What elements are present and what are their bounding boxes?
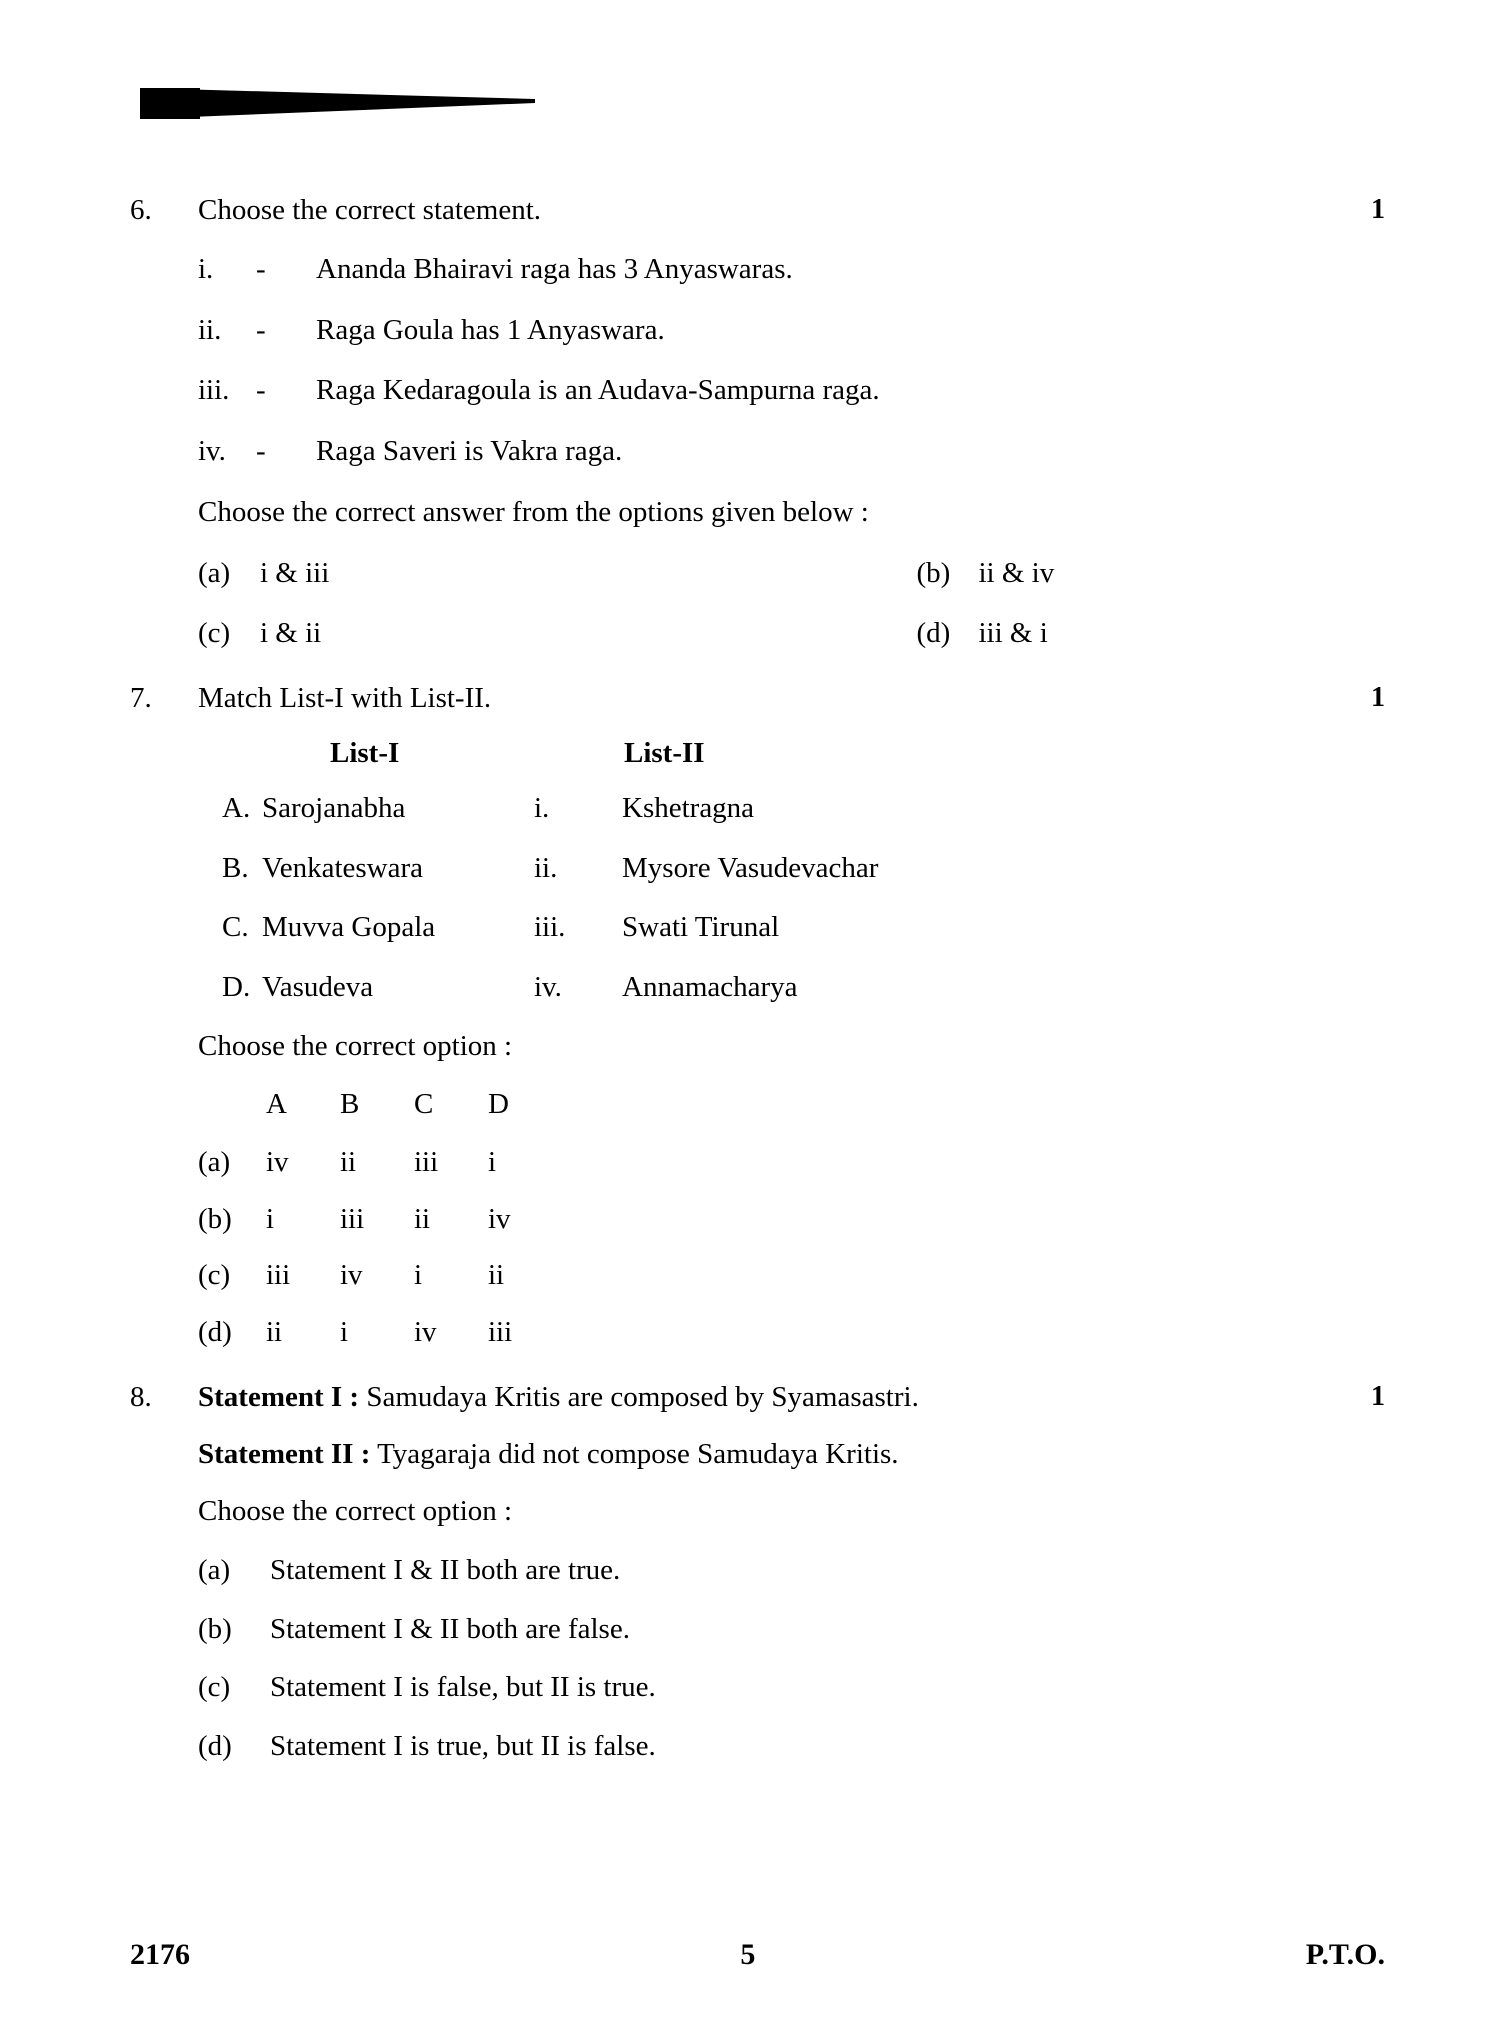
matrix-cell: iii	[266, 1259, 291, 1292]
question-6-options	[130, 553, 1385, 654]
matrix-cell: iv	[414, 1316, 437, 1348]
matrix-header-row	[198, 1084, 1385, 1125]
matrix-option-c[interactable]	[198, 1255, 1385, 1296]
statement-item	[198, 370, 1385, 411]
matrix-cell: i	[266, 1202, 275, 1235]
option-a-key: (a)	[198, 556, 231, 589]
question-7-lead-in: Choose the correct option :	[198, 1030, 513, 1063]
option-row	[198, 613, 1385, 654]
matrix-cell: iii	[488, 1316, 513, 1348]
match-row	[198, 788, 1385, 829]
statement-dash: -	[256, 313, 266, 346]
paper-code: 2176	[130, 1938, 190, 1971]
option-c[interactable]	[198, 613, 792, 654]
match-header-spacer	[198, 737, 262, 770]
list-1-header: List-I	[330, 737, 400, 770]
option-d-value: iii & i	[978, 617, 1048, 650]
question-8-number: 8.	[130, 1380, 152, 1413]
option-c-value: Statement I is false, but II is true.	[270, 1671, 656, 1704]
matrix-cell: iv	[340, 1259, 363, 1292]
option-c-key: (c)	[198, 1671, 231, 1704]
question-8-heading	[130, 1377, 1385, 1418]
matrix-option-a[interactable]	[198, 1142, 1385, 1183]
option-d[interactable]	[198, 1726, 1385, 1767]
question-6-heading	[130, 190, 1385, 231]
matrix-option-key: (c)	[198, 1259, 231, 1292]
match-letter: C.	[222, 911, 249, 944]
statement-roman: ii.	[198, 313, 222, 346]
question-7-answer-matrix	[130, 1084, 1385, 1353]
question-8-options	[130, 1550, 1385, 1766]
match-row	[198, 907, 1385, 948]
match-table-headers	[198, 737, 1385, 770]
statement-item	[198, 249, 1385, 290]
option-row	[198, 553, 1385, 594]
matrix-header-d: D	[488, 1087, 509, 1120]
match-left-text: Venkateswara	[262, 851, 424, 884]
match-right-text: Annamacharya	[622, 970, 798, 1003]
option-c-key: (c)	[198, 617, 231, 650]
statement-item	[198, 431, 1385, 472]
statement-dash: -	[256, 434, 266, 467]
matrix-option-d[interactable]	[198, 1312, 1385, 1353]
statement-item	[198, 310, 1385, 351]
option-a[interactable]	[198, 1550, 1385, 1591]
question-7	[130, 678, 1385, 1353]
top-black-wedge-mark	[140, 88, 535, 126]
question-8-statement-two	[130, 1434, 1385, 1475]
option-b-key: (b)	[916, 556, 951, 589]
matrix-cell: iii	[414, 1146, 439, 1179]
option-d-value: Statement I is true, but II is false.	[270, 1729, 656, 1762]
matrix-cell: ii	[414, 1202, 431, 1235]
page-number: 5	[740, 1938, 756, 1971]
question-8	[130, 1377, 1385, 1767]
question-6-statement-list	[130, 249, 1385, 471]
match-roman: iv.	[534, 970, 562, 1003]
matrix-cell: ii	[340, 1146, 357, 1179]
option-d-key: (d)	[198, 1729, 232, 1762]
match-row	[198, 848, 1385, 889]
option-c-value: i & ii	[260, 617, 322, 650]
matrix-cell: i	[414, 1259, 423, 1292]
question-6-marks: 1	[1371, 194, 1385, 225]
statement-two-text: Tyagaraja did not compose Samudaya Kritis.	[370, 1437, 899, 1470]
question-7-number: 7.	[130, 681, 152, 714]
question-7-prompt: Match List-I with List-II.	[198, 681, 492, 714]
matrix-cell: i	[488, 1146, 497, 1179]
option-b-value: Statement I & II both are false.	[270, 1612, 630, 1645]
option-d-key: (d)	[916, 617, 951, 650]
match-roman: iii.	[534, 911, 566, 944]
matrix-header-b: B	[340, 1087, 360, 1120]
matrix-header-c: C	[414, 1087, 434, 1120]
statement-text: Raga Saveri is Vakra raga.	[316, 434, 623, 467]
statement-dash: -	[256, 253, 266, 286]
matrix-option-key: (a)	[198, 1146, 231, 1179]
match-letter: A.	[222, 792, 251, 825]
statement-roman: iii.	[198, 374, 230, 407]
option-b-value: ii & iv	[978, 556, 1055, 589]
matrix-cell: iv	[488, 1202, 511, 1235]
questions-container	[0, 190, 1505, 1790]
question-6	[130, 190, 1385, 654]
matrix-cell: ii	[266, 1316, 283, 1348]
match-letter: D.	[222, 970, 251, 1003]
match-right-text: Mysore Vasudevachar	[622, 851, 879, 884]
match-left-text: Sarojanabha	[262, 792, 406, 825]
match-roman: ii.	[534, 851, 558, 884]
matrix-cell: i	[340, 1316, 349, 1348]
option-a-key: (a)	[198, 1554, 231, 1587]
statement-text: Raga Kedaragoula is an Audava-Sampurna raga.	[316, 374, 880, 407]
question-7-marks: 1	[1371, 681, 1385, 713]
statement-text: Raga Goula has 1 Anyaswara.	[316, 313, 665, 346]
match-left-text: Vasudeva	[262, 970, 374, 1003]
question-7-match-table	[130, 737, 1385, 1007]
match-left-text: Muvva Gopala	[262, 911, 436, 944]
match-roman: i.	[534, 792, 550, 825]
page-footer	[0, 1938, 1505, 1972]
match-letter: B.	[222, 851, 249, 884]
option-b-key: (b)	[198, 1612, 232, 1645]
match-right-text: Swati Tirunal	[622, 911, 780, 944]
statement-two-label: Statement II :	[198, 1437, 371, 1470]
statement-dash: -	[256, 374, 266, 407]
matrix-option-key: (b)	[198, 1202, 232, 1235]
statement-one-label: Statement I :	[198, 1380, 360, 1413]
question-8-lead-in: Choose the correct option :	[198, 1494, 513, 1527]
option-a-value: i & iii	[260, 556, 330, 589]
statement-roman: iv.	[198, 434, 226, 467]
matrix-cell: ii	[488, 1259, 505, 1292]
list-2-header: List-II	[624, 737, 705, 770]
matrix-cell: iii	[340, 1202, 365, 1235]
pto-label: P.T.O.	[1305, 1938, 1385, 1971]
question-6-prompt: Choose the correct statement.	[198, 194, 542, 226]
statement-one-text: Samudaya Kritis are composed by Syamasastri.	[359, 1380, 919, 1413]
option-b[interactable]	[198, 1609, 1385, 1650]
option-c[interactable]	[198, 1667, 1385, 1708]
option-a[interactable]	[198, 553, 792, 594]
question-7-heading	[130, 678, 1385, 719]
statement-text: Ananda Bhairavi raga has 3 Anyaswaras.	[316, 253, 793, 286]
option-b[interactable]	[792, 553, 1386, 594]
matrix-option-b[interactable]	[198, 1199, 1385, 1240]
match-right-text: Kshetragna	[622, 792, 755, 825]
matrix-cell: iv	[266, 1146, 289, 1179]
question-6-number: 6.	[130, 194, 152, 226]
option-d[interactable]	[792, 613, 1386, 654]
match-row	[198, 967, 1385, 1008]
matrix-option-key: (d)	[198, 1316, 232, 1348]
option-a-value: Statement I & II both are true.	[270, 1554, 621, 1587]
statement-roman: i.	[198, 253, 214, 286]
question-6-lead-in: Choose the correct answer from the options given below :	[198, 495, 869, 528]
matrix-header-a: A	[266, 1087, 287, 1120]
question-8-statement-one	[198, 1377, 1385, 1418]
question-8-marks: 1	[1371, 1380, 1385, 1412]
